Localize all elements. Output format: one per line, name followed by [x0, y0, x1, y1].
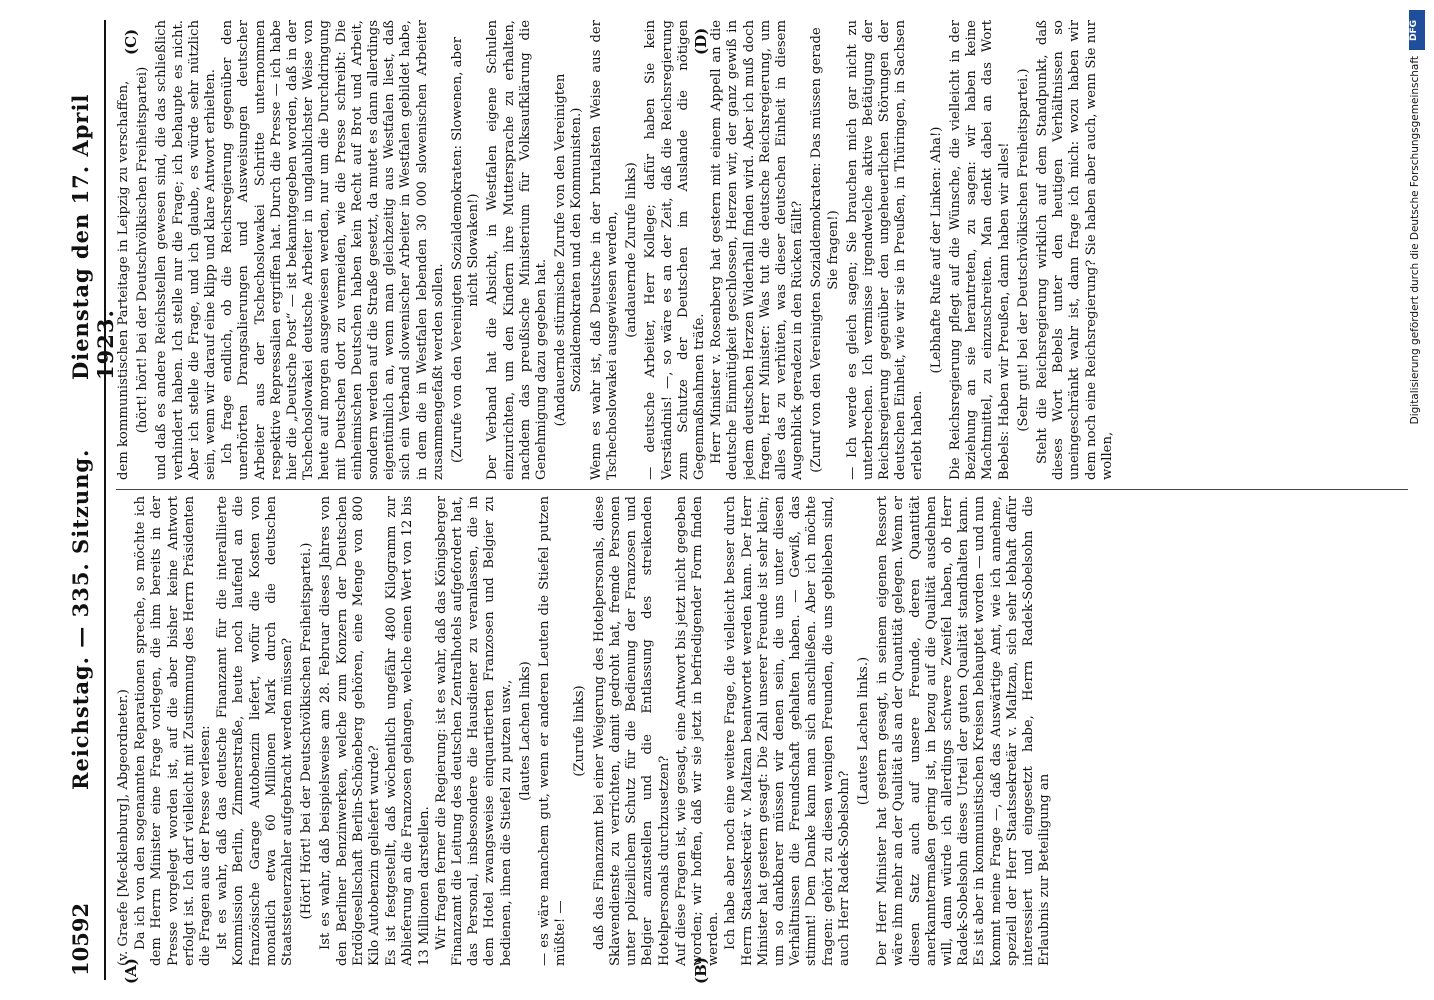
- paragraph: Ich habe aber noch eine weitere Frage, die vielleicht besser durch Herrn Staatssekretär v. Maltzan beantwortet werden kann. Der Herr Minister hat gestern gesagt: Die Zahl unserer Freunde ist sehr klein; um so dankbarer müssen wir denen sein, die uns unter diesen Verhältnissen die Freundschaft gehalten haben. — Gewiß, das stimmt! Dem Danke kann man sich anschließen. Aber ich möchte fragen: gehört zu diesen wenigen Freunden, die uns geblieben sind, auch Herr Radek-Sobelsohn?: [723, 496, 852, 966]
- column-divider: [116, 489, 1408, 490]
- dfg-logo: DFG: [1409, 10, 1425, 50]
- paragraph: — deutsche Arbeiter, Herr Kollege; dafür haben Sie kein Verständnis! —, so wäre es an der Zeit, daß die Reichsregierung zum Schutze der Deutschen im Auslande die nötigen Gegenmaßnahmen träfe.: [643, 20, 707, 480]
- paragraph: — Ich werde es gleich sagen; Sie brauchen mich gar nicht zu unterbrechen. Ich vermisse irgendwelche aktive Betätigung der Reichsregierung gegenüber den ungeheuerlichen Störungen der deutschen Einheit, wie wir sie in Preußen, in Thüringen, in Sachsen erlebt haben.: [844, 20, 925, 480]
- paragraph: Es ist festgestellt, daß wöchentlich ungefähr 4800 Kilogramm zur Ablieferung an die Franzosen gelangen, welche einen Wert von 12 bis 13 Millionen darstellen.: [384, 496, 432, 966]
- interjection: (andauernde Zurufe links): [624, 162, 640, 338]
- paragraph: Auf diese Fragen ist, wie gesagt, eine Antwort bis jetzt nicht gegeben worden; wir hoffen, daß wir sie jetzt in befriedigender Form finden werden.: [673, 496, 722, 966]
- right-running-title: Dienstag den 17. April 1923.: [68, 93, 118, 380]
- interjection: (Sehr gut! bei der Deutschvölkischen Freiheitspartei.): [1015, 68, 1031, 432]
- paragraph: und daß es andere Reichsstellen gewesen sind, die das schließlich verhindert haben. Ich stelle nur die Frage; ich behaupte es nicht. Aber ich stelle die Frage, und ich glaube, es würde sehr nützlich sein, wenn wir darauf eine klipp und klare Antwort erhielten.: [154, 20, 219, 480]
- paragraph: Der Herr Minister hat gestern gesagt, in seinem eigenen Ressort wäre ihm mehr an der Qualität als an der Quantität gelegen. Wenn er diesen Satz auch auf unsere Freunde, deren Quantität anerkanntermaßen gering ist, in bezug auf die Qualität ausdehnen will, dann würde ich allerdings schwere Zweifel haben, ob Herr Radek-Sobelsohn dieses Urteil der guten Qualität standhalten kann. Es ist aber in kommunistischen Kreisen behauptet worden — und nun kommt meine Frage —, daß das Auswärtige Amt, wie ich annehme, speziell der Herr Staatssekretär v. Maltzan, sich sehr lebhaft dafür interessiert und eingesetzt habe, Herrn Radek-Sobelsohn die Erlaubnis zur Beteiligung an: [875, 496, 1053, 966]
- dfg-credit-text: Digitalisierung gefördert durch die Deutsche Forschungsgemeinschaft: [1409, 56, 1421, 425]
- paragraph: dem kommunistischen Parteitage in Leipzig zu verschaffen,: [116, 80, 131, 480]
- paragraph: Wir fragen ferner die Regierung: ist es wahr, daß das Königsberger Finanzamt die Leitung des deutschen Zentralhotels aufgefordert hat, das Personal, insbesondere die Hausdiener zu veranlassen, die in dem Hotel zwangsweise einquartierten Franzosen und Belgier zu bedienen, ihnen die Stiefel zu putzen usw.,: [433, 496, 514, 966]
- left-running-title: Reichstag. — 335. Sitzung.: [68, 448, 93, 790]
- paragraph: — es wäre manchem gut, wenn er anderen Leuten die Stiefel putzen müßte! —: [537, 496, 569, 966]
- right-text-column: [116, 20, 1408, 480]
- margin-marker-d: (D): [692, 27, 710, 55]
- page-number: 10592: [68, 902, 93, 976]
- interjection: (Lautes Lachen links.): [855, 656, 871, 806]
- paragraph: Ist es wahr, daß beispielsweise am 28. Februar dieses Jahres von den Berliner Benzinwerken, welche zum Konzern der Deutschen Erdölgesellschaft Berlin-Schöneberg gehören, eine Menge von 800 Kilo Autobenzin geliefert wurde?: [318, 496, 383, 966]
- paragraph: (v. Graefe [Mecklenburg], Abgeordneter.): [116, 689, 131, 966]
- paragraph: daß das Finanzamt bei einer Weigerung des Hotelpersonals, diese Sklavendienste zu verrichten, damit gedroht hat, fremde Personen unter polizeilichem Schutz für die Bedienung der Franzosen und Belgier anzustellen und die Entlassung des streikenden Hotelpersonals durchzusetzen?: [591, 496, 672, 966]
- interjection: (lautes Lachen links): [517, 661, 533, 801]
- paragraph: Die Reichsregierung pflegt auf die Wünsche, die vielleicht in der Beziehung an sie herantreten, zu sagen: wir haben keine Machtmittel, zu einzuschreiten. Man denkt dabei an das Wort Bebels: Haben wir Preußen, dann haben wir alles!: [947, 20, 1012, 480]
- left-text-column: [116, 496, 1408, 966]
- paragraph: Ist es wahr, daß das deutsche Finanzamt für die interalliierte Kommission Berlin, Zimmerstraße, heute noch laufend an die französische Garage Autobenzin liefert, wofür die Kosten von monatlich etwa 60 Millionen Mark durch die deutschen Staatssteuerzahler aufgebracht werden müssen?: [215, 496, 296, 966]
- paragraph: Steht die Reichsregierung wirklich auf dem Standpunkt, daß dieses Wort Bebels unter den heutigen Verhältnissen so uneingeschränkt wahr ist, dann frage ich mich: wozu haben wir dem noch eine Reichsregierung? Sie haben aber auch, wenn Sie nur wollen,: [1034, 20, 1115, 480]
- paragraph: Da ich von den sogenannten Reparationen spreche, so möchte ich dem Herrn Minister eine Frage vorlegen, die ihm bereits in der Presse vorgelegt worden ist, auf die aber bisher keine Antwort erfolgt ist. Ich darf vielleicht mit Zustimmung des Herrn Präsidenten die Fragen aus der Presse verlesen:: [133, 496, 214, 966]
- page-header: [62, 20, 118, 980]
- margin-marker-b: (B): [692, 957, 710, 984]
- margin-marker-c: (C): [122, 28, 140, 55]
- paragraph: Wenn es wahr ist, daß Deutsche in der brutalsten Weise aus der Tschechoslowakei ausgewiesen werden,: [588, 20, 620, 480]
- rotated-page: [52, 10, 1422, 990]
- interjection: (hört! hört! bei der Deutschvölkischen Freiheitspartei): [135, 66, 151, 434]
- margin-marker-a: (A): [122, 958, 140, 984]
- paragraph: Der Verband hat die Absicht, in Westfalen eigene Schulen einzurichten, um den Kindern ihre Muttersprache zu erhalten, nachdem das preußische Ministerium für Volksaufklärung die Genehmigung dazu gegeben hat.: [485, 20, 550, 480]
- interjection: (Hört! Hört! bei der Deutschvölkischen Freiheitspartei.): [299, 542, 315, 920]
- interjection: (Zurufe von den Vereinigten Sozialdemokraten: Slowenen, aber nicht Slowaken!): [450, 36, 482, 464]
- interjection: (Zurufe links): [572, 685, 588, 777]
- interjection: (Lebhafte Rufe auf der Linken: Aha!): [928, 126, 944, 374]
- paragraph: Herr Minister v. Rosenberg hat gestern mit einem Appell an die deutsche Einmütigkeit geschlossen, Herzen wir, der ganz gewiß in jedem deutschen Herzen Widerhall finden wird. Aber ich muß doch fragen, Herr Minister: Was tut die deutsche Reichsregierung, um alles das zu verhüten, was dieser deutschen Einheit in diesem Augenblick geradezu in den Rücken fällt?: [709, 20, 806, 480]
- dfg-stamp: [1408, 10, 1426, 970]
- paragraph: Ich frage endlich, ob die Reichsregierung gegenüber den unerhörten Drangsalierungen und Ausweisungen deutscher Arbeiter aus der Tschechoslowakei Schritte unternommen respektive Repressalien ergriffen hat. Durch die Presse — ich habe hier die „Deutsche Post“ — ist bekanntgegeben worden, daß in der Tschechoslowakei deutsche Arbeiter in unglaublichster Weise von heute auf morgen ausgewiesen werden, nur um die Durchdringung mit Deutschen dort zu vermeiden, wie die Presse schreibt: Die einheimischen Deutschen haben kein Recht auf Brot und Arbeit, sondern werden auf die Straße gesetzt, da mutet es dann allerdings eigentümlich an, wenn man gleichzeitig aus Westfalen liest, daß sich ein Verband slowenischer Arbeiter in Westfalen gebildet habe, in dem die in Westfalen lebenden 30 000 slowenischen Arbeiter zusammengefaßt werden sollen.: [220, 20, 446, 480]
- interjection: (Zuruf von den Vereinigten Sozialdemokraten: Das müssen gerade Sie fragen!): [809, 27, 841, 473]
- interjection: (Andauernde stürmische Zurufe von den Vereinigten Sozialdemokraten und den Kommunisten.): [553, 73, 585, 427]
